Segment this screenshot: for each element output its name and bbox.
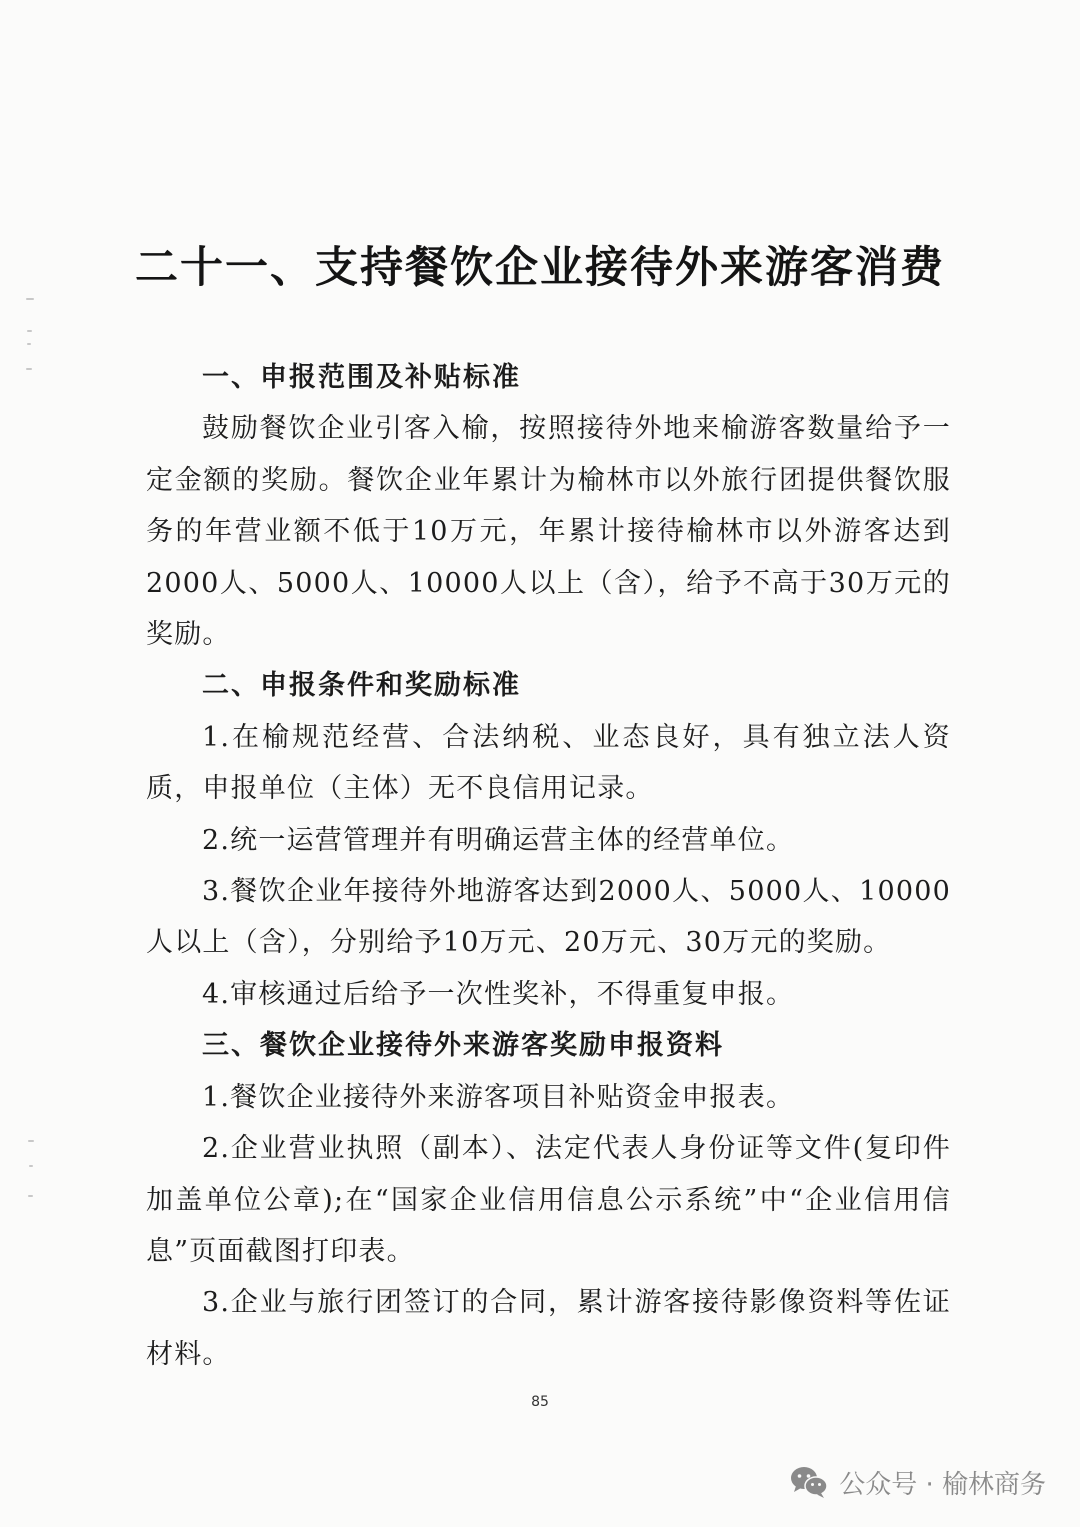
wechat-icon	[789, 1465, 829, 1499]
watermark	[789, 1460, 1046, 1504]
paragraph: 2.企业营业执照（副本）、法定代表人身份证等文件(复印件加盖单位公章);在“国家企业信用信息公示系统”中“企业信用信息”页面截图打印表。	[146, 1133, 951, 1267]
scan-margin-mark	[26, 368, 32, 370]
paragraph: 3.餐饮企业年接待外地游客达到2000人、5000人、10000人以上（含），分别给予10万元、20万元、30万元的奖励。	[146, 876, 951, 959]
watermark-text: 公众号 · 榆林商务	[839, 1469, 1046, 1500]
paragraph: 1.餐饮企业接待外来游客项目补贴资金申报表。	[202, 1081, 795, 1113]
paragraph: 3.企业与旅行团签订的合同，累计游客接待影像资料等佐证材料。	[146, 1287, 951, 1370]
scan-margin-mark	[27, 343, 31, 345]
scan-margin-mark	[29, 1165, 33, 1167]
paragraph: 2.统一运营管理并有明确运营主体的经营单位。	[202, 824, 795, 856]
paragraph: 4.审核通过后给予一次性奖补，不得重复申报。	[202, 978, 795, 1010]
section-heading: 三、餐饮企业接待外来游客奖励申报资料	[202, 1030, 724, 1062]
section-heading: 一、申报范围及补贴标准	[202, 362, 521, 393]
document-title: 二十一、支持餐饮企业接待外来游客消费	[135, 243, 945, 293]
scan-margin-mark	[28, 1140, 34, 1142]
scan-margin-mark	[26, 298, 34, 300]
document-body	[146, 352, 951, 1380]
page-number: 85	[531, 1394, 549, 1410]
paragraph: 1.在榆规范经营、合法纳税、业态良好，具有独立法人资质，申报单位（主体）无不良信用记录。	[146, 721, 951, 805]
scan-margin-mark	[27, 330, 32, 332]
section-heading: 二、申报条件和奖励标准	[202, 670, 521, 702]
paragraph: 鼓励餐饮企业引客入榆，按照接待外地来榆游客数量给予一定金额的奖励。餐饮企业年累计为榆林市以外旅行团提供餐饮服务的年营业额不低于10万元，年累计接待榆林市以外游客达到2000人、5000人、10000人以上（含），给予不高于30万元的奖励。	[146, 413, 951, 651]
scan-margin-mark	[28, 1195, 33, 1197]
